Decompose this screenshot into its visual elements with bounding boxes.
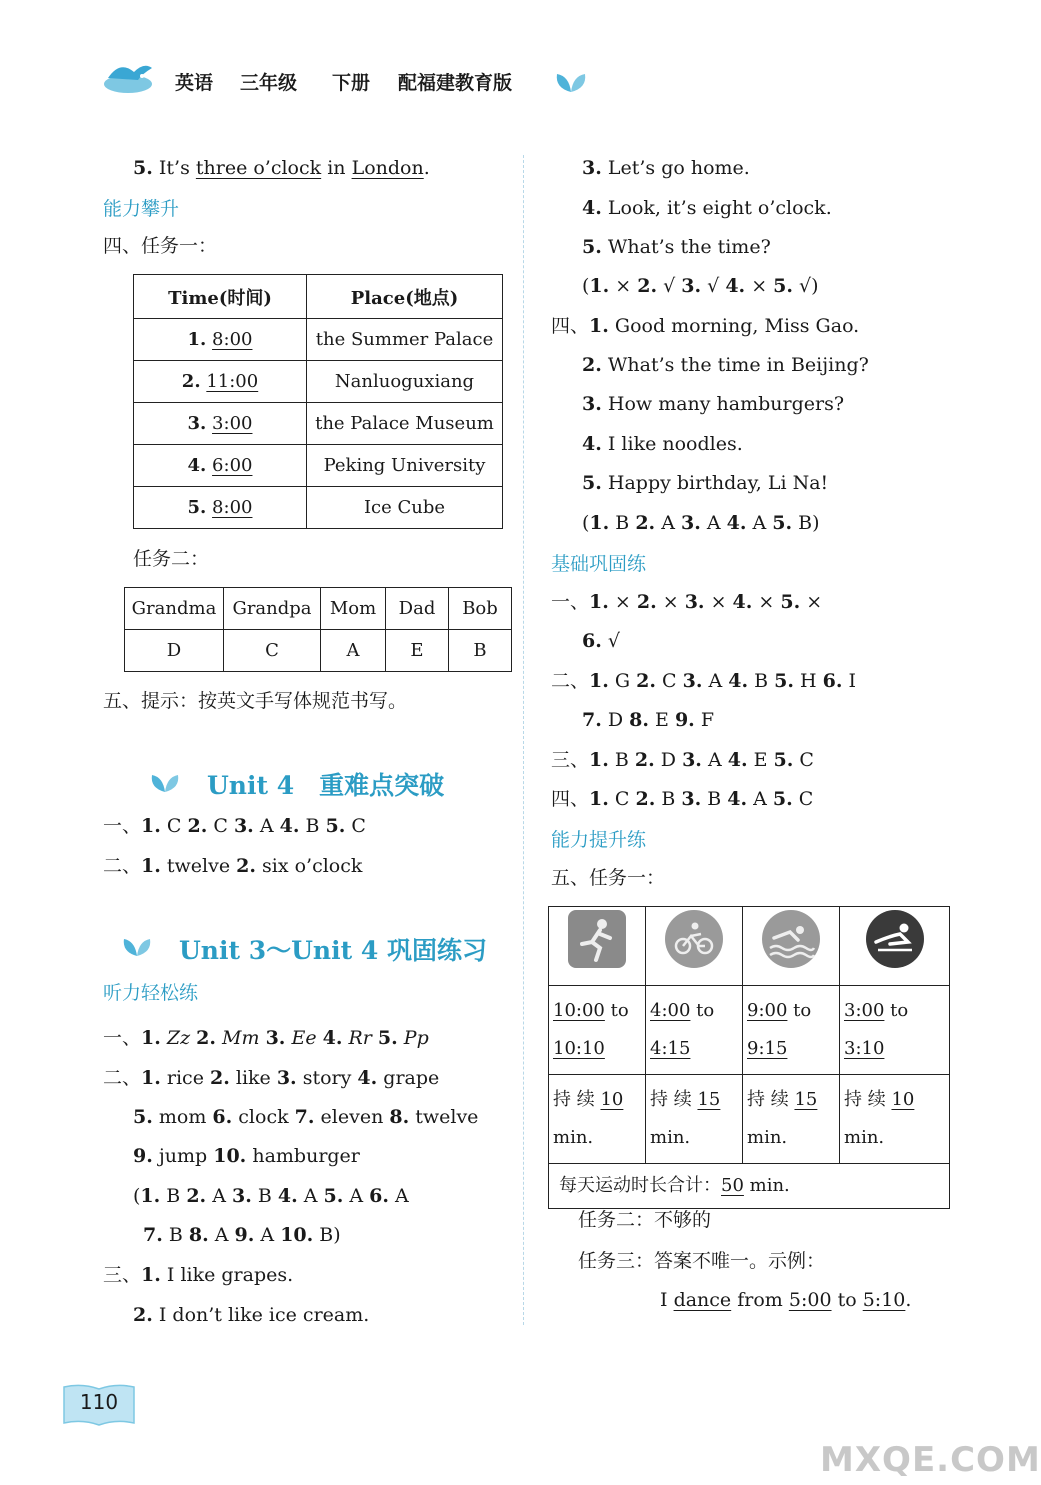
column-divider: [523, 155, 524, 1325]
leaf-icon: [553, 70, 589, 94]
table-header: Time(时间): [134, 275, 307, 319]
answer-line: 9. jump 10. hamburger: [133, 1145, 360, 1167]
skating-icon: [864, 908, 926, 970]
answer-line: 5. It’s three o’clock in London.: [133, 157, 430, 179]
header-subject: 英语: [175, 72, 214, 94]
time-range: 3:00 to 3:10: [840, 986, 950, 1075]
hint-text: 五、提示：按英文手写体规范书写。: [103, 690, 408, 712]
answer-line: 一、1. Zz 2. Mm 3. Ee 4. Rr 5. Pp: [103, 1027, 429, 1049]
watermark: MXQE.COM: [820, 1440, 1041, 1480]
answer-line: 2. What’s the time in Beijing?: [582, 354, 869, 376]
answer-line: 二、1. twelve 2. six o’clock: [103, 855, 363, 877]
section-heading: 能力攀升: [103, 198, 180, 220]
duration: 持 续 15 min.: [743, 1075, 840, 1164]
table-row: 2. 11:00 Nanluoguxiang: [134, 361, 503, 403]
answer-line: 三、1. I like grapes.: [103, 1264, 294, 1286]
answer-line: 3. Let’s go home.: [582, 157, 750, 179]
page-number: 110: [79, 1390, 119, 1414]
answer-line: 三、1. B 2. D 3. A 4. E 5. C: [551, 749, 814, 771]
table-row: 3. 3:00 the Palace Museum: [134, 403, 503, 445]
answer-line: 四、1. Good morning, Miss Gao.: [551, 315, 860, 337]
header-edition: 配福建教育版: [398, 72, 513, 94]
header-grade: 三年级: [240, 72, 298, 94]
answer-line: (1. × 2. √ 3. √ 4. × 5. √): [582, 275, 819, 297]
answer-line: 四、1. C 2. B 3. B 4. A 5. C: [551, 788, 814, 810]
header-volume: 下册: [332, 72, 371, 94]
time-place-table: [133, 274, 503, 529]
answer-line: 5. Happy birthday, Li Na!: [582, 472, 829, 494]
example-sentence: I dance from 5:00 to 5:10.: [660, 1289, 912, 1311]
exercise-table: [548, 906, 950, 1209]
swimming-icon: [760, 908, 822, 970]
leaf-icon: [120, 934, 154, 958]
table-header: Place(地点): [307, 275, 503, 319]
task-answer: 任务二：不够的: [578, 1209, 712, 1231]
table-row: 5. 8:00 Ice Cube: [134, 487, 503, 529]
answer-line: 4. I like noodles.: [582, 433, 743, 455]
total-row: 每天运动时长合计：50 min.: [549, 1164, 950, 1209]
answer-line: 二、1. rice 2. like 3. story 4. grape: [103, 1067, 440, 1089]
unit-title: Unit 3～Unit 4 巩固练习: [179, 936, 487, 965]
answer-line: (1. B 2. A 3. B 4. A 5. A 6. A: [133, 1185, 409, 1207]
answer-line: 二、1. G 2. C 3. A 4. B 5. H 6. I: [551, 670, 857, 692]
answer-line: 3. How many hamburgers?: [582, 393, 845, 415]
answer-line: 7. D 8. E 9. F: [582, 709, 715, 731]
answer-line: 6. √: [582, 630, 620, 652]
task-answer: 任务三：答案不唯一。示例：: [578, 1250, 826, 1272]
section-heading: 能力提升练: [551, 829, 647, 851]
answer-line: 4. Look, it’s eight o’clock.: [582, 197, 832, 219]
answer-line: 5. mom 6. clock 7. eleven 8. twelve: [133, 1106, 479, 1128]
section-heading: 听力轻松练: [103, 982, 199, 1004]
cycling-icon: [663, 908, 725, 970]
answer-line: (1. B 2. A 3. A 4. A 5. B): [582, 512, 820, 534]
table-row: 1. 8:00 the Summer Palace: [134, 319, 503, 361]
section-heading: 基础巩固练: [551, 553, 647, 575]
answer-line: 7. B 8. A 9. A 10. B): [143, 1224, 341, 1246]
question-label: 五、任务一：: [551, 867, 666, 889]
unit-title: Unit 4 重难点突破: [207, 771, 445, 800]
bird-logo-icon: [98, 58, 156, 98]
duration: 持 续 10 min.: [549, 1075, 646, 1164]
answer-line: 一、1. × 2. × 3. × 4. × 5. ×: [551, 591, 823, 613]
answer-line: 5. What’s the time?: [582, 236, 771, 258]
question-label: 四、任务一：: [103, 235, 218, 257]
family-table: Grandma Grandpa Mom Dad Bob D C A E B: [124, 587, 512, 672]
answer-line: 一、1. C 2. C 3. A 4. B 5. C: [103, 815, 366, 837]
running-icon: [566, 908, 628, 970]
duration: 持 续 10 min.: [840, 1075, 950, 1164]
table-row: 4. 6:00 Peking University: [134, 445, 503, 487]
time-range: 9:00 to 9:15: [743, 986, 840, 1075]
duration: 持 续 15 min.: [646, 1075, 743, 1164]
time-range: 10:00 to 10:10: [549, 986, 646, 1075]
task-label: 任务二：: [133, 548, 210, 570]
answer-line: 2. I don’t like ice cream.: [133, 1304, 370, 1326]
time-range: 4:00 to 4:15: [646, 986, 743, 1075]
leaf-icon: [148, 770, 182, 794]
